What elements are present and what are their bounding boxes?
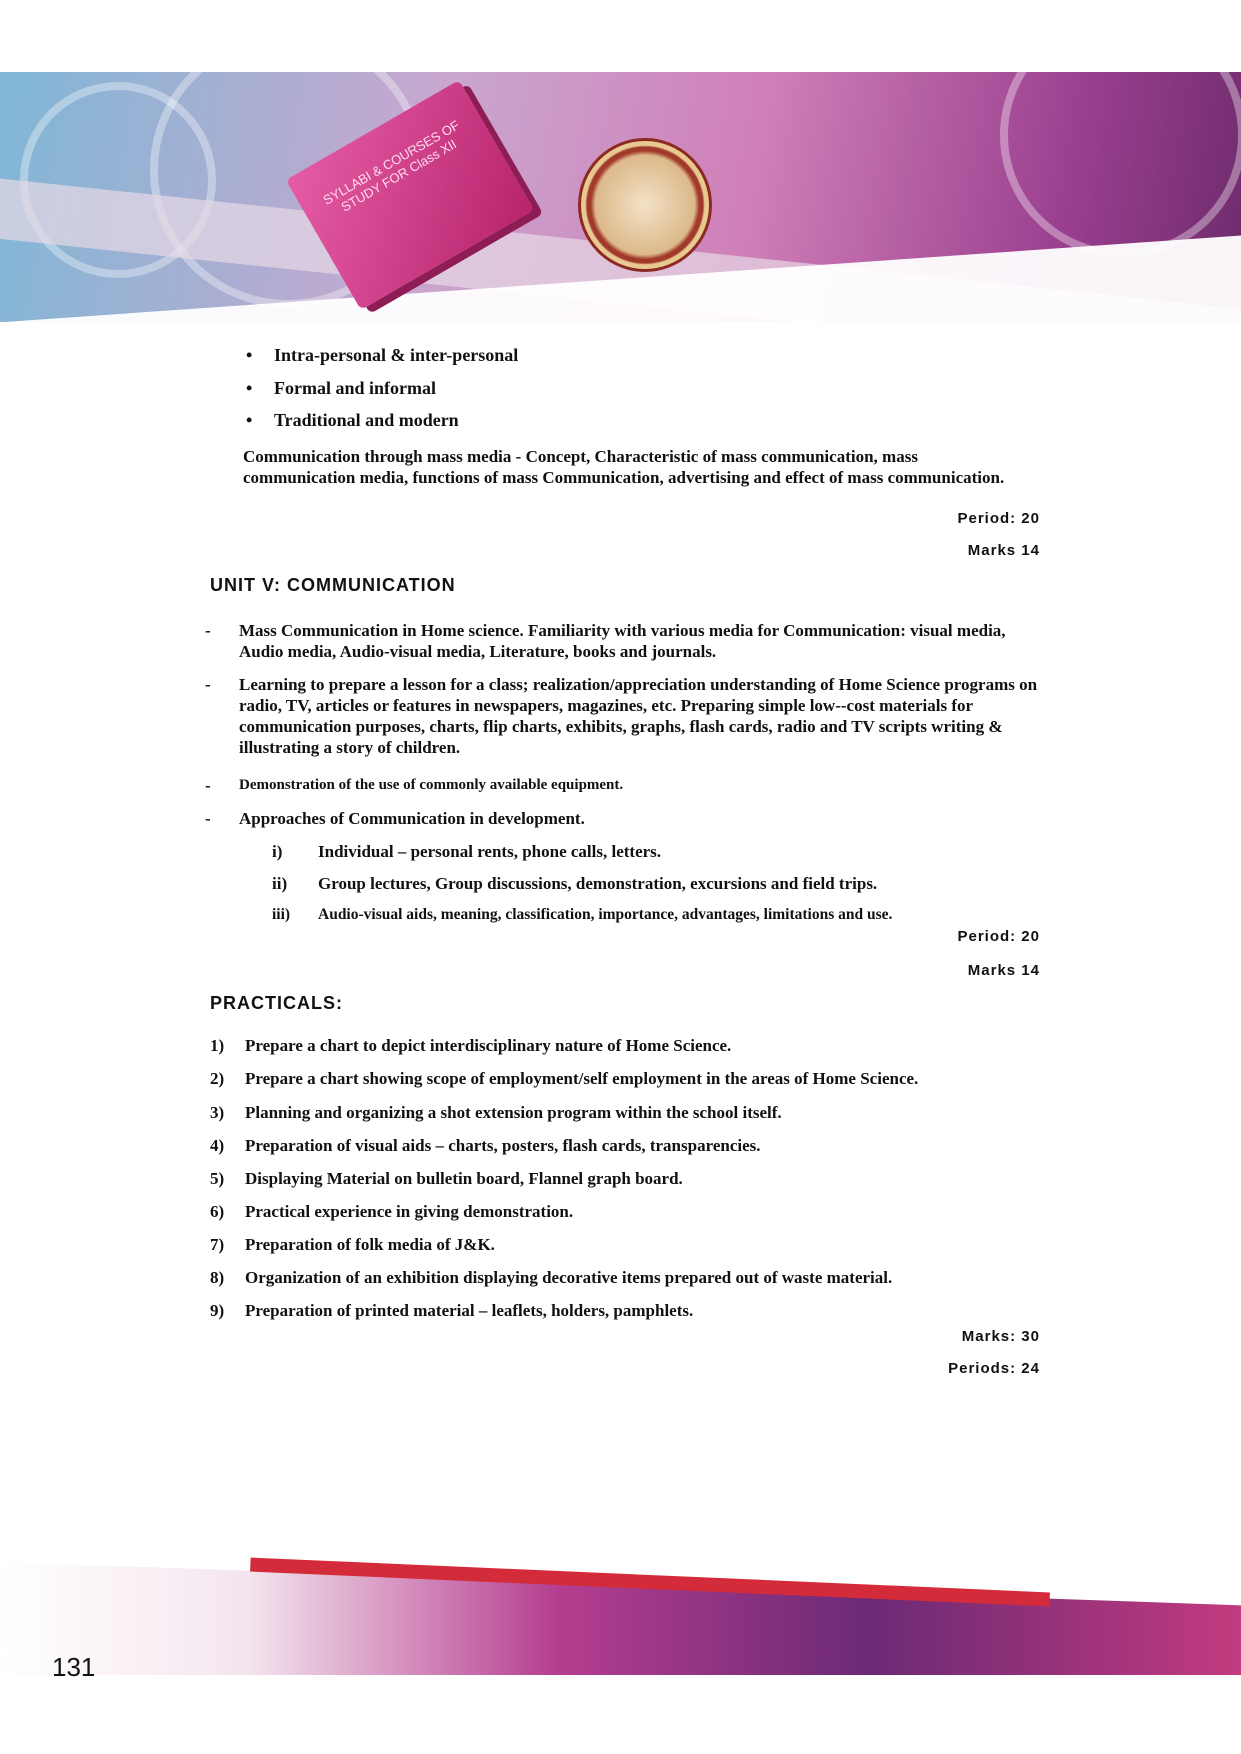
list-item: [210, 1169, 683, 1189]
decorative-swoosh: [0, 1525, 1241, 1609]
list-item: • Traditional and modern: [246, 410, 459, 430]
item-number: 2): [210, 1069, 225, 1088]
sub-list-item: [272, 842, 661, 862]
item-text: Demonstration of the use of commonly available equipment.: [239, 777, 624, 793]
item-number: 9): [210, 1301, 225, 1320]
item-number: 8): [210, 1268, 225, 1287]
mass-media-paragraph: Communication through mass media - Concept, Characteristic of mass communication, mass communication media, functions of mass Communication, advertising and effect of mass communication.: [243, 447, 1005, 487]
item-text: Individual – personal rents, phone calls, letters.: [318, 842, 662, 861]
list-item: [210, 1301, 693, 1321]
book-cover-text: SYLLABI & COURSES OF STUDY FOR Class XII: [320, 117, 462, 215]
item-text: Planning and organizing a shot extension program within the school itself.: [245, 1103, 782, 1122]
item-text: Displaying Material on bulletin board, Flannel graph board.: [245, 1169, 683, 1188]
list-item: - Approaches of Communication in development.: [205, 808, 1045, 829]
item-number: 5): [210, 1169, 225, 1188]
unit-heading: UNIT V: COMMUNICATION: [210, 575, 456, 595]
list-item: [210, 1103, 782, 1123]
sub-list-item: [272, 874, 877, 894]
bullet-text: Formal and informal: [274, 378, 436, 398]
list-item: [210, 1069, 918, 1089]
list-item: - Learning to prepare a lesson for a class; realization/appreciation understanding of Home Science programs on radio, TV, articles or features in newspapers, magazines, etc. Preparing simple low--cost materials for communication purposes, charts, flip charts, exhibits, graphs, flash cards, radio and TV scripts writing & illustrating a story of children.: [205, 674, 1045, 758]
item-number: iii): [272, 906, 291, 923]
item-number: 3): [210, 1103, 225, 1122]
item-number: 7): [210, 1235, 225, 1254]
list-item: [210, 1202, 573, 1222]
list-item: - Demonstration of the use of commonly available equipment.: [205, 775, 1045, 796]
item-text: Preparation of visual aids – charts, posters, flash cards, transparencies.: [245, 1136, 761, 1155]
list-item: [210, 1036, 731, 1056]
item-text: Organization of an exhibition displaying decorative items prepared out of waste material.: [245, 1268, 893, 1287]
item-number: i): [272, 842, 283, 861]
item-text: Audio-visual aids, meaning, classification, importance, advantages, limitations and use.: [318, 906, 893, 923]
marks-label: Marks 14: [967, 542, 1040, 559]
item-number: 6): [210, 1202, 225, 1221]
decorative-bubble: [1000, 72, 1241, 258]
list-item: [210, 1268, 892, 1288]
list-item: [210, 1136, 761, 1156]
item-text: Mass Communication in Home science. Familiarity with various media for Communication: visual media, Audio media, Audio-visual media, Literature, books and journals.: [239, 621, 1006, 661]
item-text: Learning to prepare a lesson for a class; realization/appreciation understanding of Home Science programs on radio, TV, articles or features in newspapers, magazines, etc. Preparing simple low--cost materials for communication purposes, charts, flip charts, exhibits, graphs, flash cards, radio and TV scripts writing & illustrating a story of children.: [239, 675, 1038, 757]
list-item: - Mass Communication in Home science. Familiarity with various media for Communication: visual media, Audio media, Audio-visual media, Literature, books and journals.: [205, 620, 1045, 662]
item-text: Prepare a chart to depict interdisciplinary nature of Home Science.: [245, 1036, 732, 1055]
practicals-heading: PRACTICALS:: [210, 993, 343, 1013]
item-text: Approaches of Communication in development.: [239, 809, 585, 828]
item-text: Group lectures, Group discussions, demonstration, excursions and field trips.: [318, 874, 878, 893]
page-number: 131: [52, 1652, 96, 1682]
item-number: 1): [210, 1036, 225, 1055]
bullet-text: Intra-personal & inter-personal: [274, 345, 519, 365]
board-seal-logo: [578, 138, 712, 272]
item-text: Preparation of printed material – leaflets, holders, pamphlets.: [245, 1301, 694, 1320]
list-item: [210, 1235, 495, 1255]
list-item: • Formal and informal: [246, 378, 436, 398]
list-item: • Intra-personal & inter-personal: [246, 345, 519, 365]
sub-list-item: [272, 906, 892, 924]
period-label: Period: 20: [957, 928, 1040, 945]
item-number: ii): [272, 874, 288, 893]
item-text: Prepare a chart showing scope of employment/self employment in the areas of Home Science.: [245, 1069, 919, 1088]
period-label: Period: 20: [957, 510, 1040, 527]
item-text: Practical experience in giving demonstration.: [245, 1202, 574, 1221]
marks-label: Marks 14: [967, 962, 1040, 979]
footer-banner: [0, 1525, 1241, 1675]
item-text: Preparation of folk media of J&K.: [245, 1235, 495, 1254]
periods-label: Periods: 24: [948, 1360, 1040, 1377]
item-number: 4): [210, 1136, 225, 1155]
marks-label: Marks: 30: [961, 1328, 1040, 1345]
bullet-text: Traditional and modern: [274, 410, 459, 430]
